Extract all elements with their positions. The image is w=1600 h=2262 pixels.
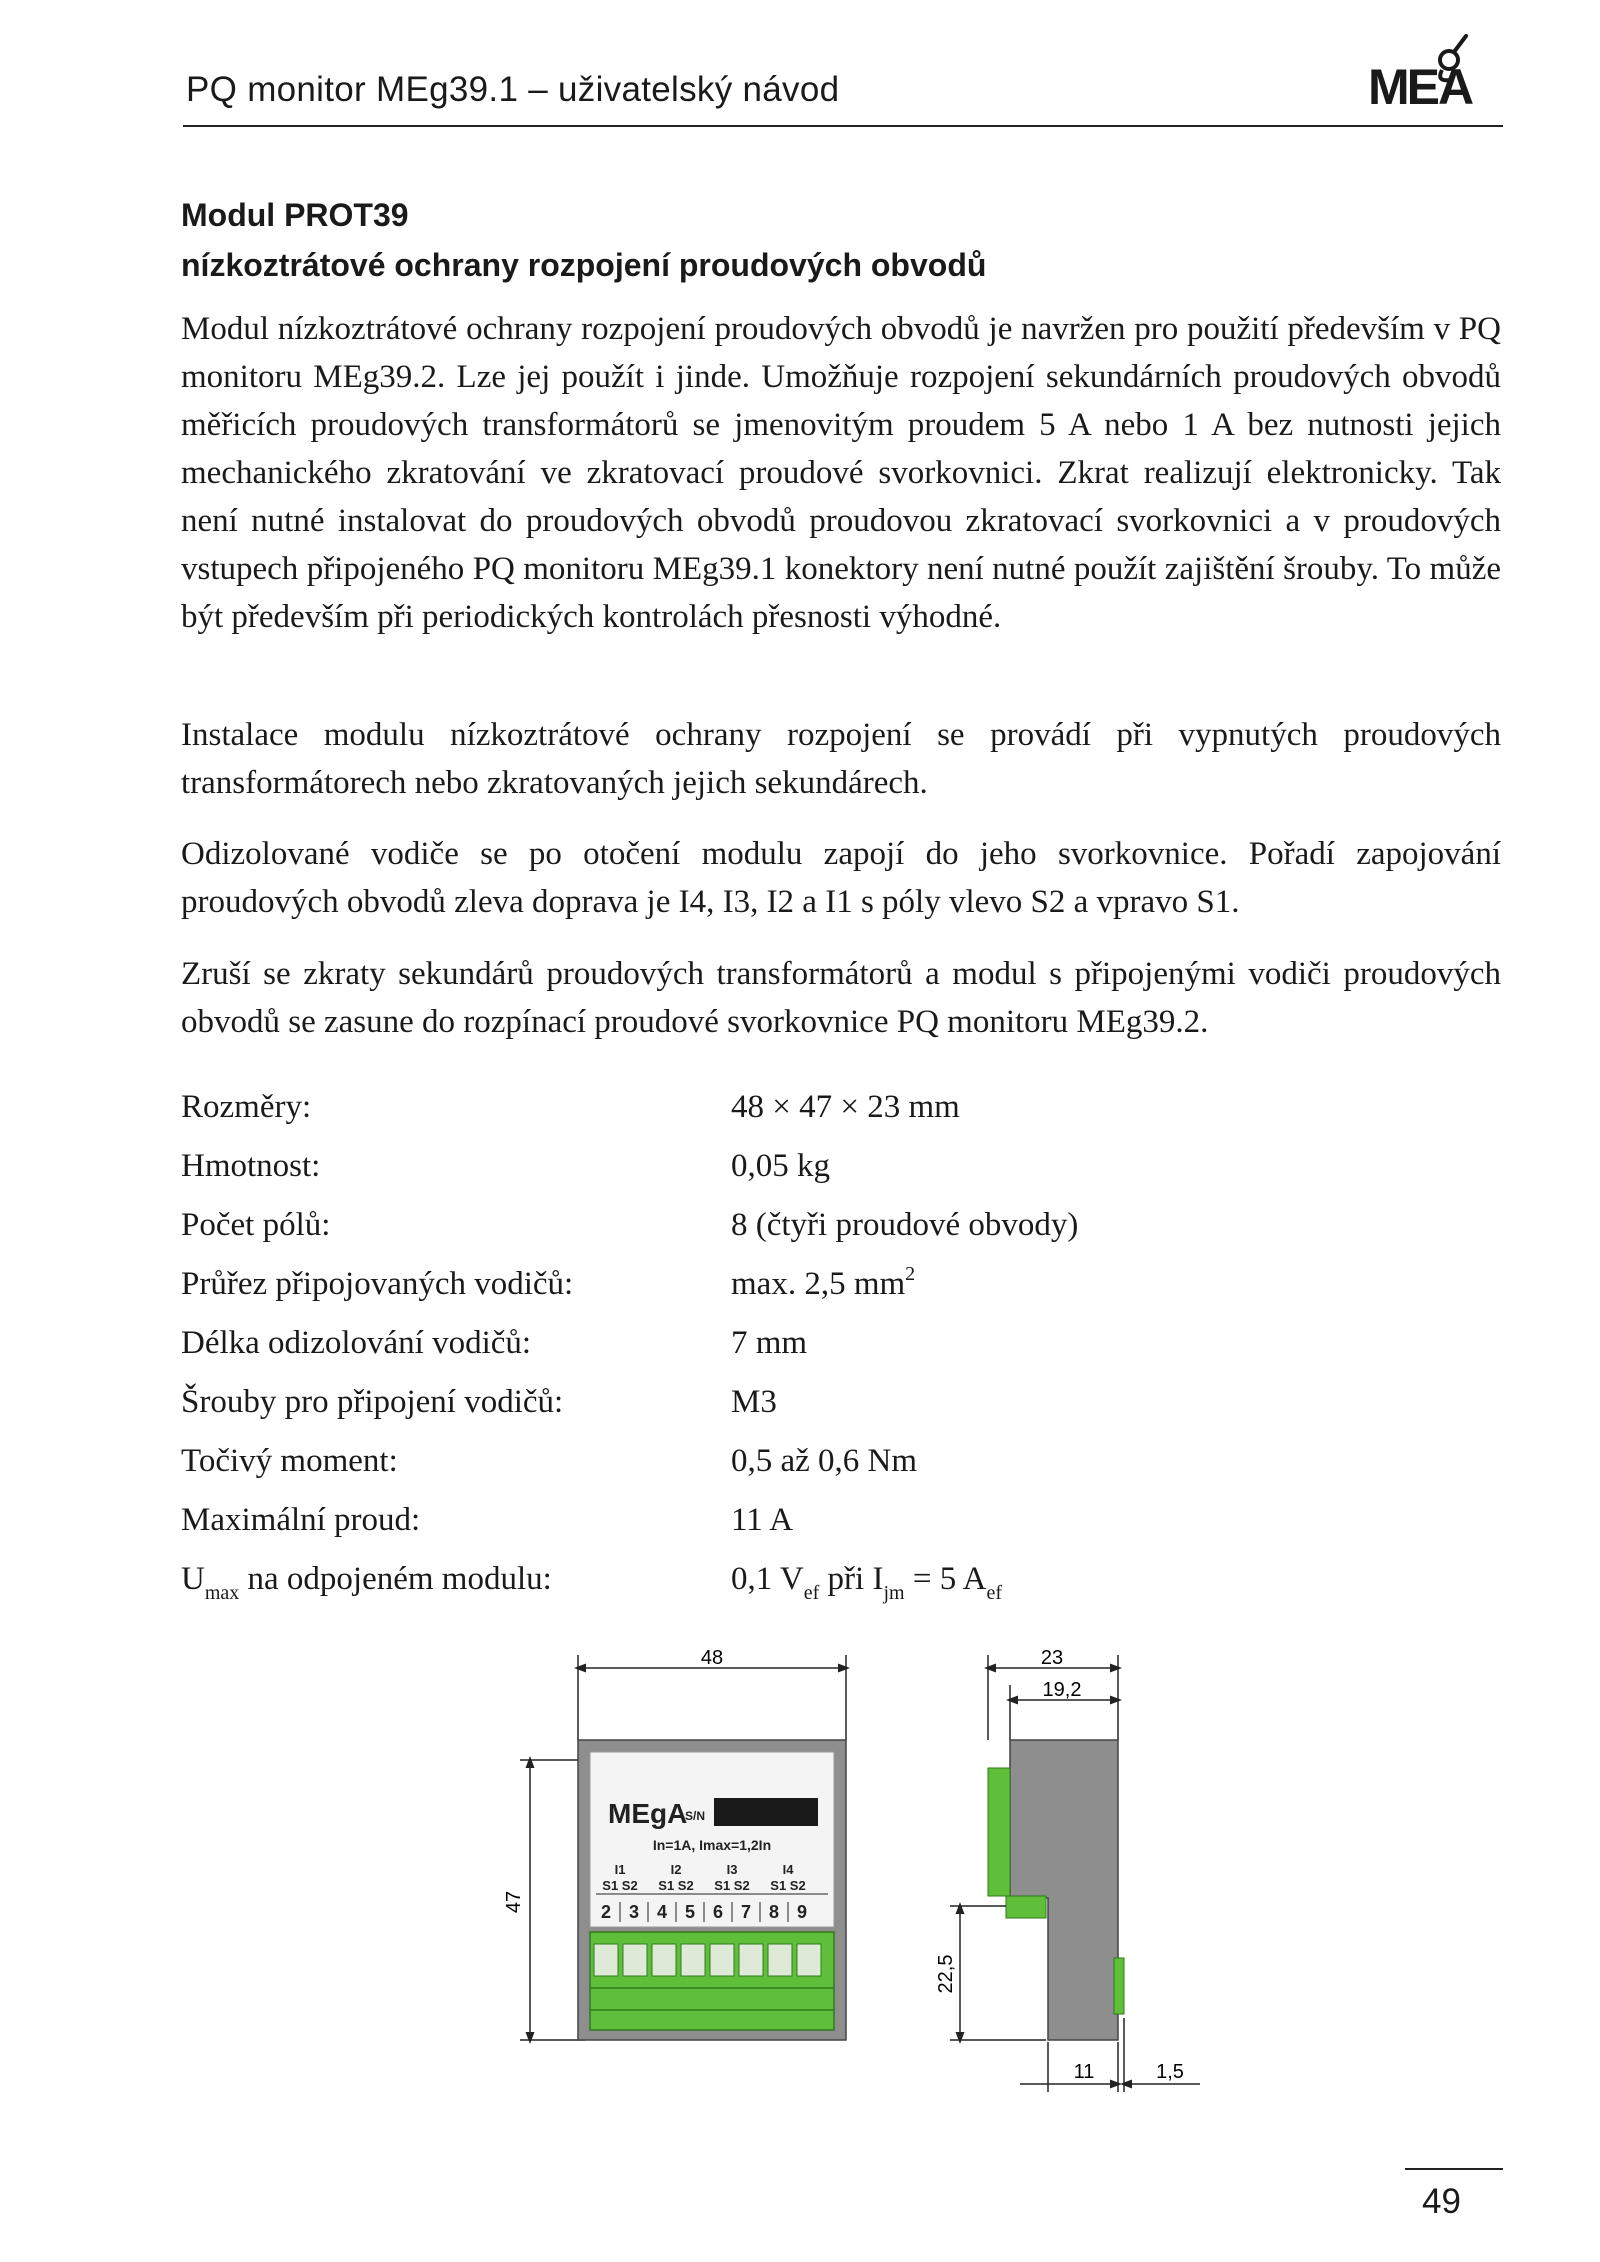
spec-value: 0,1 $V_{ef}$ při $I_{jm} = 5$ $A_{ef}$	[731, 1561, 1002, 1604]
spec-table	[181, 1078, 1181, 1609]
section-title-line-2: nízkoztrátové ochrany rozpojení proudových obvodů	[181, 247, 987, 283]
paragraph-intro: Modul nízkoztrátové ochrany rozpojení proudových obvodů je navržen pro použití především v PQ monitoru MEg39.2. Lze jej použít i jinde. Umožňuje rozpojení sekundárních proudových obvodů měřicích proudových transformátorů se jmenovitým proudem 5 A nebo 1 A bez nutnosti jejich mechanického zkratování ve zkratovací proudové svorkovnici. Zkrat realizují elektronicky. Tak není nutné instalovat do proudových obvodů proudovou zkratovací svorkovnici a v proudových vstupech připojeného PQ monitoru MEg39.1 konektory není nutné použít zajištění šrouby. To může být především při periodických kontrolách přesnosti výhodné.	[181, 311, 1501, 635]
spec-label: Délka odizolování vodičů:	[181, 1325, 532, 1361]
channel-label: I2	[670, 1862, 682, 1877]
footer-rule	[1405, 2168, 1503, 2170]
section-title-line-1: Modul PROT39	[181, 197, 409, 233]
spec-row-umax	[181, 1550, 1181, 1609]
spec-value: M3	[731, 1384, 777, 1420]
side-terminal	[988, 1768, 1010, 1896]
header-rule	[183, 125, 1503, 127]
dim-side-body: 19,2	[1042, 1679, 1082, 1701]
dim-front-height: 47	[503, 1890, 525, 1914]
terminal-number: 3	[628, 1902, 640, 1922]
spec-label: Hmotnost:	[181, 1148, 321, 1184]
module-dimension-drawing	[490, 1640, 1250, 2120]
spec-value: 0,5 až 0,6 Nm	[731, 1443, 918, 1479]
spec-label: Šrouby pro připojení vodičů:	[181, 1384, 564, 1420]
spec-label: Rozměry:	[181, 1089, 312, 1125]
dim-side-depth: 23	[1040, 1647, 1064, 1669]
pole-label: S1 S2	[770, 1878, 806, 1893]
channel-label: I3	[726, 1862, 738, 1877]
terminal-number: 5	[684, 1902, 696, 1922]
spec-label: Maximální proud:	[181, 1502, 421, 1538]
rating-text: In=1A, Imax=1,2In	[652, 1837, 772, 1853]
spec-value: 0,05 kg	[731, 1148, 830, 1184]
sn-field	[714, 1798, 818, 1826]
spec-label: Průřez připojovaných vodičů:	[181, 1266, 574, 1302]
dim-side-bottom-right: 1,5	[1156, 2061, 1184, 2083]
pole-label: S1 S2	[714, 1878, 750, 1893]
side-view	[935, 1647, 1200, 2092]
sn-label: S/N	[685, 1809, 706, 1823]
spec-value: 8 (čtyři proudové obvody)	[731, 1207, 1079, 1243]
spec-value: 11 A	[731, 1502, 794, 1538]
spec-row-pole-count	[181, 1196, 1181, 1255]
terminal-number: 9	[796, 1902, 808, 1922]
terminal-number: 2	[600, 1902, 612, 1922]
side-body	[1010, 1740, 1118, 2040]
page-number: 49	[1422, 2182, 1461, 2221]
mega-logo	[1366, 30, 1502, 112]
spec-row-torque	[181, 1432, 1181, 1491]
svg-text:A: A	[1438, 59, 1475, 112]
paragraph-wiring: Odizolované vodiče se po otočení modulu zapojí do jeho svorkovnice. Pořadí zapojování proudových obvodů zleva doprava je I4, I3, I2 a I1 s póly vlevo S2 a vpravo S1.	[181, 836, 1501, 920]
spec-row-screws	[181, 1373, 1181, 1432]
side-clip	[1114, 1958, 1124, 2014]
module-logo: MEgA	[608, 1798, 688, 1829]
paragraph-installation: Instalace modulu nízkoztrátové ochrany rozpojení se provádí při vypnutých proudových transformátorech nebo zkratovaných jejich sekundárech.	[181, 717, 1501, 801]
spec-value: 48 × 47 × 23 mm	[731, 1089, 960, 1125]
paragraph-insertion: Zruší se zkraty sekundárů proudových transformátorů a modul s připojenými vodiči proudových obvodů se zasune do rozpínací proudové svorkovnice PQ monitoru MEg39.2.	[181, 956, 1501, 1040]
dim-front-width: 48	[700, 1647, 724, 1669]
spec-row-strip-length	[181, 1314, 1181, 1373]
svg-text:ME: ME	[1368, 59, 1437, 112]
channel-label: I4	[782, 1862, 794, 1877]
side-terminal-foot	[1006, 1896, 1046, 1918]
terminal-number: 8	[768, 1902, 780, 1922]
terminal-number: 4	[656, 1902, 668, 1922]
pole-label: S1 S2	[658, 1878, 694, 1893]
spec-label: Točivý moment:	[181, 1443, 398, 1479]
spec-row-max-current	[181, 1491, 1181, 1550]
channel-label: I1	[614, 1862, 626, 1877]
spec-row-weight	[181, 1137, 1181, 1196]
spec-value: max. 2,5 $mm^2$	[731, 1263, 916, 1302]
spec-value: 7 mm	[731, 1325, 808, 1361]
spec-label: $U_{max}$ na odpojeném modulu:	[181, 1561, 552, 1604]
terminal-number: 6	[712, 1902, 724, 1922]
section-title	[181, 190, 986, 290]
terminal-number: 7	[740, 1902, 752, 1922]
dim-side-height-lower: 22,5	[935, 1954, 957, 1994]
spec-label: Počet pólů:	[181, 1207, 331, 1243]
spec-row-wire-cross-section	[181, 1255, 1181, 1314]
dim-side-bottom-left: 11	[1073, 2061, 1095, 2083]
pole-label: S1 S2	[602, 1878, 638, 1893]
running-header-title: PQ monitor MEg39.1 – uživatelský návod	[186, 70, 840, 109]
front-view	[503, 1647, 846, 2040]
spec-row-dimensions	[181, 1078, 1181, 1137]
